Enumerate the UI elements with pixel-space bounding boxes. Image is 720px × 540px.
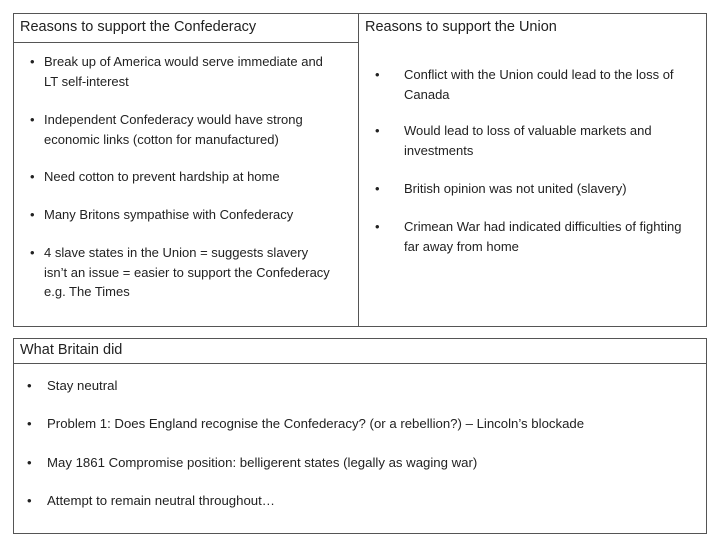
union-item-1 (375, 65, 695, 104)
confederacy-item-1 (30, 52, 330, 91)
britain-item-2 (27, 414, 687, 434)
confederacy-heading-divider (14, 42, 358, 43)
britain-item-text: May 1861 Compromise position: belligerent states (legally as waging war) (47, 455, 478, 470)
bullet: • (375, 181, 380, 196)
bullet: • (27, 378, 32, 393)
bullet: • (375, 123, 380, 138)
bullet: • (375, 67, 380, 82)
confederacy-item-5 (30, 243, 330, 302)
confederacy-item-4 (30, 205, 340, 225)
britain-panel (13, 338, 707, 534)
bullet: • (27, 416, 32, 431)
union-heading: Reasons to support the Union (365, 19, 557, 35)
confederacy-item-text: Independent Confederacy would have strong economic links (cotton for manufactured) (44, 112, 303, 147)
britain-item-3 (27, 453, 687, 473)
union-item-text: British opinion was not united (slavery) (404, 181, 627, 196)
bullet: • (30, 169, 35, 184)
union-item-2 (375, 121, 695, 160)
confederacy-item-3 (30, 167, 340, 187)
union-item-text: Would lead to loss of valuable markets and investments (404, 123, 652, 158)
britain-item-1 (27, 376, 687, 396)
bullet: • (375, 219, 380, 234)
confederacy-panel (13, 13, 359, 327)
confederacy-heading: Reasons to support the Confederacy (20, 19, 257, 35)
bullet: • (30, 207, 35, 222)
confederacy-item-2 (30, 110, 340, 149)
bullet: • (27, 493, 32, 508)
confederacy-item-text: 4 slave states in the Union = suggests slavery isn’t an issue = easier to support the Confederacy e.g. The Times (44, 245, 330, 299)
union-item-text: Conflict with the Union could lead to the loss of Canada (404, 67, 674, 102)
union-item-text: Crimean War had indicated difficulties of fighting far away from home (404, 219, 682, 254)
britain-item-text: Problem 1: Does England recognise the Confederacy? (or a rebellion?) – Lincoln’s blockade (47, 416, 585, 431)
confederacy-item-text: Many Britons sympathise with Confederacy (44, 207, 294, 222)
bullet: • (30, 54, 35, 69)
britain-heading-divider (14, 363, 706, 364)
union-panel (358, 13, 707, 327)
bullet: • (30, 245, 35, 260)
britain-heading: What Britain did (20, 342, 123, 358)
confederacy-item-text: Break up of America would serve immediate and LT self-interest (44, 54, 323, 89)
britain-item-4 (27, 491, 687, 511)
union-item-4 (375, 217, 695, 256)
britain-item-text: Attempt to remain neutral throughout… (47, 493, 275, 508)
union-item-3 (375, 179, 695, 199)
bullet: • (30, 112, 35, 127)
britain-item-text: Stay neutral (47, 378, 118, 393)
confederacy-item-text: Need cotton to prevent hardship at home (44, 169, 280, 184)
bullet: • (27, 455, 32, 470)
